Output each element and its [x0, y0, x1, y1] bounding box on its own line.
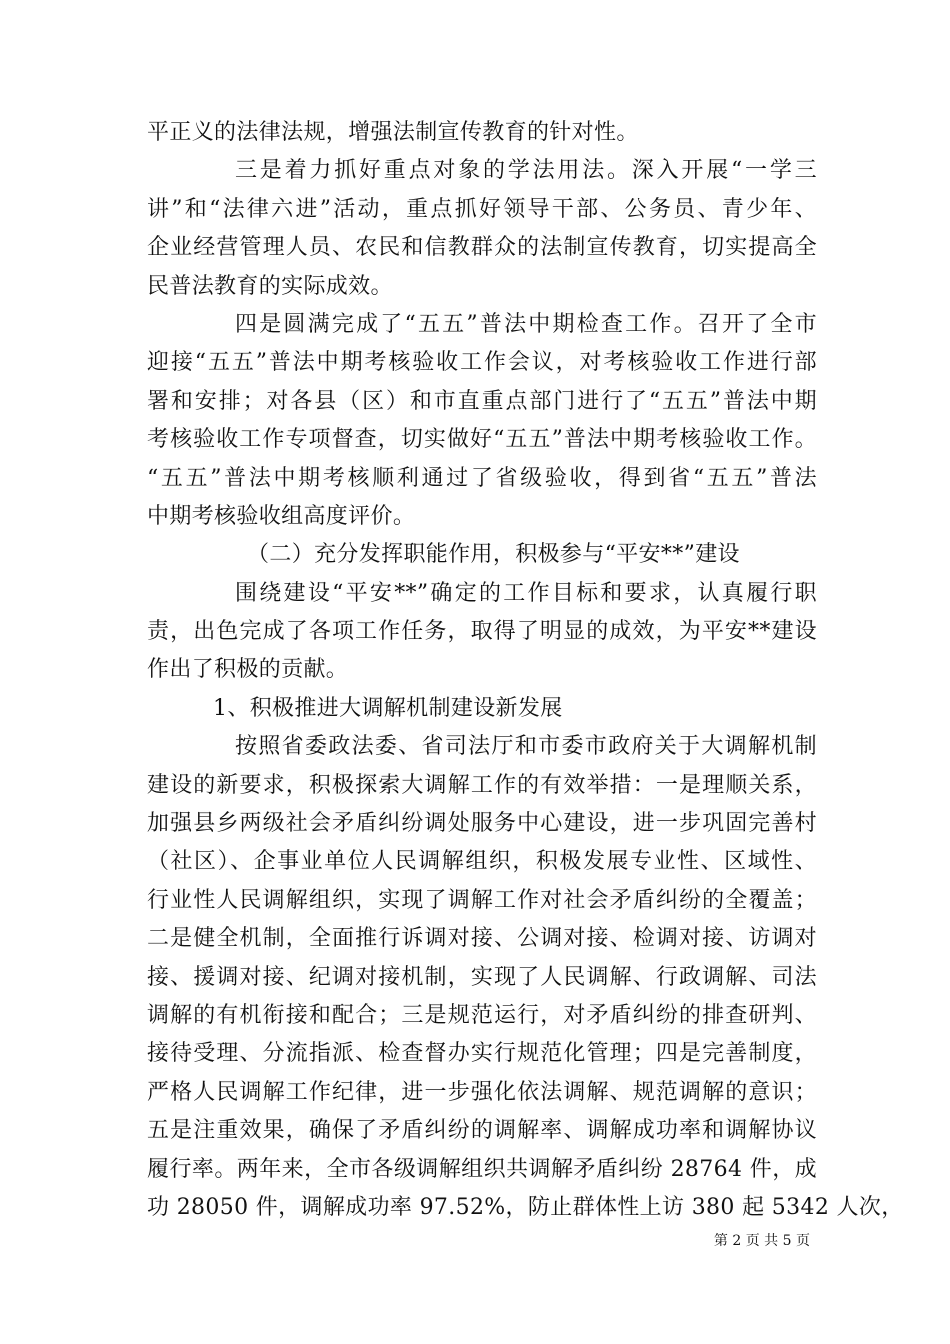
page-footer: 第 2 页 共 5 页 — [713, 1233, 810, 1249]
text-line: 严格人民调解工作纪律，进一步强化依法调解、规范调解的意识； — [147, 1079, 817, 1105]
text-line: 建设的新要求，积极探索大调解工作的有效举措：一是理顺关系， — [147, 772, 817, 798]
body-text — [147, 114, 904, 1227]
text-line: 署和安排；对各县（区）和市直重点部门进行了“五五”普法中期 — [147, 388, 817, 414]
text-line: 三是着力抓好重点对象的学法用法。深入开展“一学三 — [235, 158, 817, 184]
text-line: 讲”和“法律六进”活动，重点抓好领导干部、公务员、青少年、 — [147, 196, 817, 222]
text-line: 履行率。两年来，全市各级调解组织共调解矛盾纠纷 28764 件，成 — [147, 1156, 817, 1182]
text-line: 五是注重效果，确保了矛盾纠纷的调解率、调解成功率和调解协议 — [147, 1118, 817, 1144]
text-line: 四是圆满完成了“五五”普法中期检查工作。召开了全市 — [235, 311, 817, 337]
text-line: “五五”普法中期考核顺利通过了省级验收，得到省“五五”普法 — [147, 465, 817, 491]
text-line: 二是健全机制，全面推行诉调对接、公调对接、检调对接、访调对 — [147, 926, 817, 952]
text-line: 迎接“五五”普法中期考核验收工作会议，对考核验收工作进行部 — [147, 350, 817, 376]
text-line: 加强县乡两级社会矛盾纠纷调处服务中心建设，进一步巩固完善村 — [147, 811, 817, 837]
text-line: （社区）、企事业单位人民调解组织，积极发展专业性、区域性、 — [147, 849, 817, 875]
text-line: 中期考核验收组高度评价。 — [147, 503, 416, 529]
text-line: 按照省委政法委、省司法厅和市委市政府关于大调解机制 — [235, 734, 817, 760]
text-line: 责，出色完成了各项工作任务，取得了明显的成效，为平安**建设 — [147, 619, 817, 645]
text-line: 作出了积极的贡献。 — [147, 657, 349, 683]
text-line: 功 28050 件，调解成功率 97.52%，防止群体性上访 380 起 5342 人次， — [147, 1194, 904, 1220]
text-line: 平正义的法律法规，增强法制宣传教育的针对性。 — [147, 120, 639, 145]
text-line: 围绕建设“平安**”确定的工作目标和要求，认真履行职 — [235, 580, 817, 606]
text-line: 接、援调对接、纪调对接机制，实现了人民调解、行政调解、司法 — [147, 964, 817, 990]
text-line: 接待受理、分流指派、检查督办实行规范化管理；四是完善制度， — [147, 1041, 817, 1067]
subsection-heading: 1、积极推进大调解机制建设新发展 — [213, 695, 563, 721]
text-line: 考核验收工作专项督查，切实做好“五五”普法中期考核验收工作。 — [147, 427, 817, 453]
text-line: 企业经营管理人员、农民和信教群众的法制宣传教育，切实提高全 — [147, 235, 817, 261]
section-heading: （二）充分发挥职能作用，积极参与“平安**”建设 — [247, 542, 740, 568]
text-line: 调解的有机衔接和配合；三是规范运行，对矛盾纠纷的排查研判、 — [147, 1002, 817, 1028]
text-line: 民普法教育的实际成效。 — [147, 273, 393, 299]
text-line: 行业性人民调解组织，实现了调解工作对社会矛盾纠纷的全覆盖； — [147, 887, 817, 913]
